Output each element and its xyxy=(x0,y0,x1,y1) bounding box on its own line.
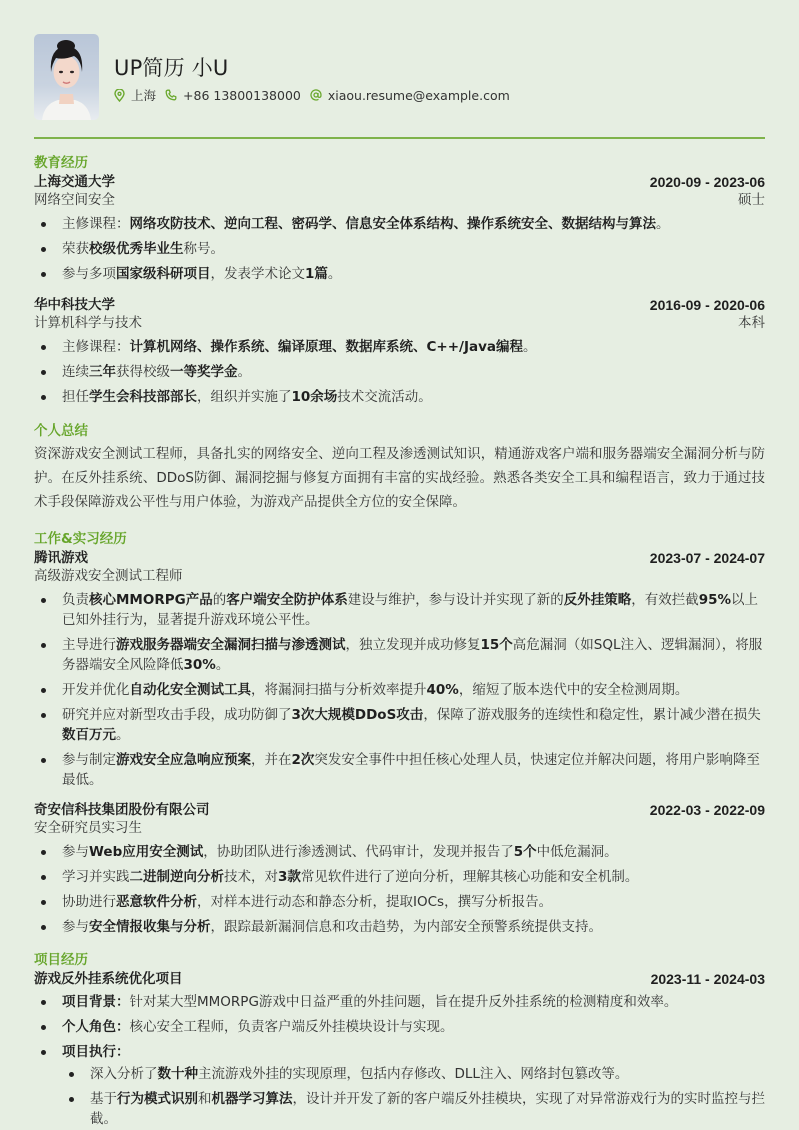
list-item xyxy=(34,337,765,357)
school-name: 华中科技大学 xyxy=(34,297,115,313)
bold-text: 机器学习算法 xyxy=(211,1091,293,1107)
bold-text: 游戏安全应急响应预案 xyxy=(116,752,251,768)
bold-text: 安全情报收集与分析 xyxy=(89,919,211,935)
bold-text: 学生会科技部部长 xyxy=(89,389,197,405)
list-item xyxy=(62,1064,765,1084)
entry-header xyxy=(34,173,765,191)
text: 开发并优化 xyxy=(62,682,130,698)
bullet-list xyxy=(34,214,765,284)
list-item xyxy=(34,992,765,1012)
section-projects xyxy=(34,951,765,1129)
list-item xyxy=(34,1017,765,1037)
text: 学习并实践 xyxy=(62,869,130,885)
bold-text: 行为模式识别 xyxy=(117,1091,198,1107)
list-item xyxy=(62,1089,765,1129)
bold-text: 数百万元 xyxy=(62,727,116,743)
text: 荣获 xyxy=(62,241,89,257)
bold-text: Web应用安全测试 xyxy=(89,844,204,860)
text: ，发表学术论文 xyxy=(210,266,305,282)
text: 。 xyxy=(215,657,230,673)
bold-text: 计算机网络、操作系统、编译原理、数据库系统、C++/Java编程 xyxy=(129,339,524,355)
bold-text: 国家级科研项目 xyxy=(116,266,211,282)
bullet-list xyxy=(34,590,765,790)
date-range: 2016-09 - 2020-06 xyxy=(649,297,765,313)
text: ，有效拦截 xyxy=(631,592,699,608)
project-entry xyxy=(34,970,765,1129)
text: 和 xyxy=(198,1091,212,1107)
text: 基于 xyxy=(90,1091,117,1107)
entry-subheader xyxy=(34,191,765,210)
text: 建设与维护，参与设计并实现了新的 xyxy=(347,592,564,608)
bold-text: 95% xyxy=(698,592,732,608)
portrait-image xyxy=(34,34,99,120)
bold-text: 恶意软件分析 xyxy=(116,894,197,910)
section-title: 个人总结 xyxy=(34,423,88,439)
text: 主修课程： xyxy=(62,216,130,232)
entry-subheader xyxy=(34,819,765,838)
bold-text: 反外挂策略 xyxy=(563,592,632,608)
text: ，跟踪最新漏洞信息和攻击趋势，为内部安全预警系统提供支持。 xyxy=(210,919,602,935)
bullet-list xyxy=(34,842,765,937)
list-item xyxy=(34,590,765,630)
text: ，设计并开发了新的客户端反外挂模块，实现了对异常游戏行为的实时监控与拦截。 xyxy=(90,1091,765,1127)
entry-header xyxy=(34,296,765,314)
section-summary xyxy=(34,422,765,514)
date-range: 2023-11 - 2024-03 xyxy=(650,971,765,987)
list-item xyxy=(34,750,765,790)
avatar xyxy=(34,34,99,120)
bold-text: 2次 xyxy=(291,752,315,768)
date-range: 2022-03 - 2022-09 xyxy=(649,802,765,818)
section-title: 工作&实习经历 xyxy=(34,531,127,547)
text: 以上已知外挂行为，显著提升游戏环境公平性。 xyxy=(62,592,759,628)
company-name: 奇安信科技集团股份有限公司 xyxy=(34,802,210,818)
bold-text: 5个 xyxy=(513,844,537,860)
list-item xyxy=(34,214,765,234)
bold-text: 30% xyxy=(183,657,216,673)
entry-header xyxy=(34,801,765,819)
text: 。 xyxy=(116,727,130,743)
bold-text: 游戏服务器端安全漏洞扫描与渗透测试 xyxy=(116,637,346,653)
text: 主修课程： xyxy=(62,339,130,355)
bold-text: 40% xyxy=(426,682,459,698)
job-role: 安全研究员实习生 xyxy=(34,820,142,836)
text: 针对某大型MMORPG游戏中日益严重的外挂问题，旨在提升反外挂系统的检测精度和效率。 xyxy=(129,994,678,1010)
education-entry xyxy=(34,173,765,284)
text: 的 xyxy=(212,592,227,608)
phone-text: +86 13800138000 xyxy=(183,87,301,103)
entry-header xyxy=(34,970,765,988)
bold-text: 项目执行： xyxy=(62,1044,130,1060)
list-item xyxy=(34,362,765,382)
text: ，协助团队进行渗透测试、代码审计，发现并报告了 xyxy=(203,844,514,860)
text: 技术，对 xyxy=(224,869,278,885)
company-name: 腾讯游戏 xyxy=(34,550,88,566)
text: 突发安全事件中担任核心处理人员，快速定位并解决问题，将用户影响降至最低。 xyxy=(62,752,760,788)
text: 。 xyxy=(523,339,537,355)
text: 。 xyxy=(656,216,670,232)
text: 连续 xyxy=(62,364,89,380)
list-item xyxy=(34,892,765,912)
resume-header xyxy=(0,0,799,138)
section-title: 教育经历 xyxy=(34,155,88,171)
summary-text: 资深游戏安全测试工程师，具备扎实的网络安全、逆向工程及渗透测试知识，精通游戏客户端和服务器端安全漏洞分析与防护。在反外挂系统、DDoS防御、漏洞挖掘与修复方面拥有丰富的实战经验。熟悉各类安全工具和编程语言，致力于通过技术手段保障游戏公平性与用户体验，为游戏产品提供全方位的安全保障。 xyxy=(34,446,765,510)
degree: 硕士 xyxy=(738,192,765,208)
contact-email xyxy=(310,88,510,103)
candidate-name: UP简历 小U xyxy=(114,56,229,80)
section-title: 项目经历 xyxy=(34,952,88,968)
text: 主流游戏外挂的实现原理，包括内存修改、DLL注入、网络封包篡改等。 xyxy=(198,1066,629,1082)
entry-subheader xyxy=(34,567,765,586)
entry-subheader xyxy=(34,314,765,333)
bold-text: 15个 xyxy=(480,637,513,653)
section-education xyxy=(34,154,765,407)
major: 网络空间安全 xyxy=(34,192,115,208)
header-divider xyxy=(34,137,765,139)
section-work xyxy=(34,530,765,937)
work-entry xyxy=(34,549,765,790)
contact-location xyxy=(114,86,156,104)
bold-text: 数十种 xyxy=(157,1066,198,1082)
text: 负责 xyxy=(62,592,89,608)
text: 常见软件进行了逆向分析，理解其核心功能和安全机制。 xyxy=(300,869,639,885)
job-role: 高级游戏安全测试工程师 xyxy=(34,568,183,584)
bullet-list xyxy=(62,1064,765,1129)
text: ，独立发现并成功修复 xyxy=(345,637,481,653)
list-item xyxy=(34,917,765,937)
list-item xyxy=(34,239,765,259)
text: ，对样本进行动态和静态分析，提取IOCs，撰写分析报告。 xyxy=(197,894,553,910)
list-item xyxy=(34,867,765,887)
text: ，并在 xyxy=(251,752,292,768)
work-entry xyxy=(34,801,765,937)
list-item xyxy=(34,387,765,407)
list-item xyxy=(34,680,765,700)
bold-text: 二进制逆向分析 xyxy=(129,869,224,885)
bold-text: 三年 xyxy=(89,364,116,380)
text: 担任 xyxy=(62,389,89,405)
list-item xyxy=(34,842,765,862)
bold-text: 1篇 xyxy=(305,266,328,282)
text: 。 xyxy=(237,364,251,380)
bullet-list xyxy=(34,337,765,407)
text: ，保障了游戏服务的连续性和稳定性，累计减少潜在损失 xyxy=(423,707,761,723)
contact-phone xyxy=(165,88,301,103)
bold-text: 客户端安全防护体系 xyxy=(226,592,348,608)
project-name: 游戏反外挂系统优化项目 xyxy=(34,971,183,987)
text: 参与制定 xyxy=(62,752,116,768)
text: 中低危漏洞。 xyxy=(536,844,618,860)
bullet-list xyxy=(34,992,765,1129)
list-item xyxy=(34,264,765,284)
text: 参与 xyxy=(62,844,89,860)
entry-header xyxy=(34,549,765,567)
text: 。 xyxy=(327,266,342,282)
email-text[interactable]: xiaou.resume@example.com xyxy=(327,87,510,103)
list-item xyxy=(34,1042,765,1129)
bold-text: 网络攻防技术、逆向工程、密码学、信息安全体系结构、操作系统安全、数据结构与算法 xyxy=(129,216,656,232)
contact-bar xyxy=(114,86,519,104)
bold-text: 核心MMORPG产品 xyxy=(89,592,213,608)
text: 技术交流活动。 xyxy=(337,389,432,405)
date-range: 2023-07 - 2024-07 xyxy=(649,550,765,566)
bold-text: 项目背景： xyxy=(62,994,130,1010)
location-pin-icon xyxy=(114,89,125,102)
text: 称号。 xyxy=(183,241,224,257)
at-sign-icon xyxy=(310,89,322,101)
text: ，组织并实施了 xyxy=(197,389,292,405)
text: 获得校级 xyxy=(116,364,170,380)
education-entry xyxy=(34,296,765,407)
date-range: 2020-09 - 2023-06 xyxy=(649,174,765,190)
text: 主导进行 xyxy=(62,637,116,653)
text: 参与 xyxy=(62,919,89,935)
text: 协助进行 xyxy=(62,894,116,910)
text: ，将漏洞扫描与分析效率提升 xyxy=(251,682,427,698)
major: 计算机科学与技术 xyxy=(34,315,142,331)
phone-icon xyxy=(165,89,177,101)
school-name: 上海交通大学 xyxy=(34,174,115,190)
text: 核心安全工程师，负责客户端反外挂模块设计与实现。 xyxy=(129,1019,454,1035)
bold-text: 个人角色： xyxy=(62,1019,130,1035)
location-text: 上海 xyxy=(131,88,157,103)
bold-text: 自动化安全测试工具 xyxy=(129,682,251,698)
list-item xyxy=(34,705,765,745)
bold-text: 3款 xyxy=(278,869,301,885)
bold-text: 3次大规模DDoS攻击 xyxy=(291,707,424,723)
bold-text: 一等奖学金 xyxy=(170,364,238,380)
text: 深入分析了 xyxy=(90,1066,158,1082)
text: ，缩短了版本迭代中的安全检测周期。 xyxy=(458,682,689,698)
text: 高危漏洞（如SQL注入、逻辑漏洞），将服务器端安全风险降低 xyxy=(62,637,763,673)
bold-text: 校级优秀毕业生 xyxy=(89,241,184,257)
list-item xyxy=(34,635,765,675)
text: 参与多项 xyxy=(62,266,116,282)
text: 研究并应对新型攻击手段，成功防御了 xyxy=(62,707,292,723)
bold-text: 10余场 xyxy=(291,389,338,405)
degree: 本科 xyxy=(738,315,765,331)
